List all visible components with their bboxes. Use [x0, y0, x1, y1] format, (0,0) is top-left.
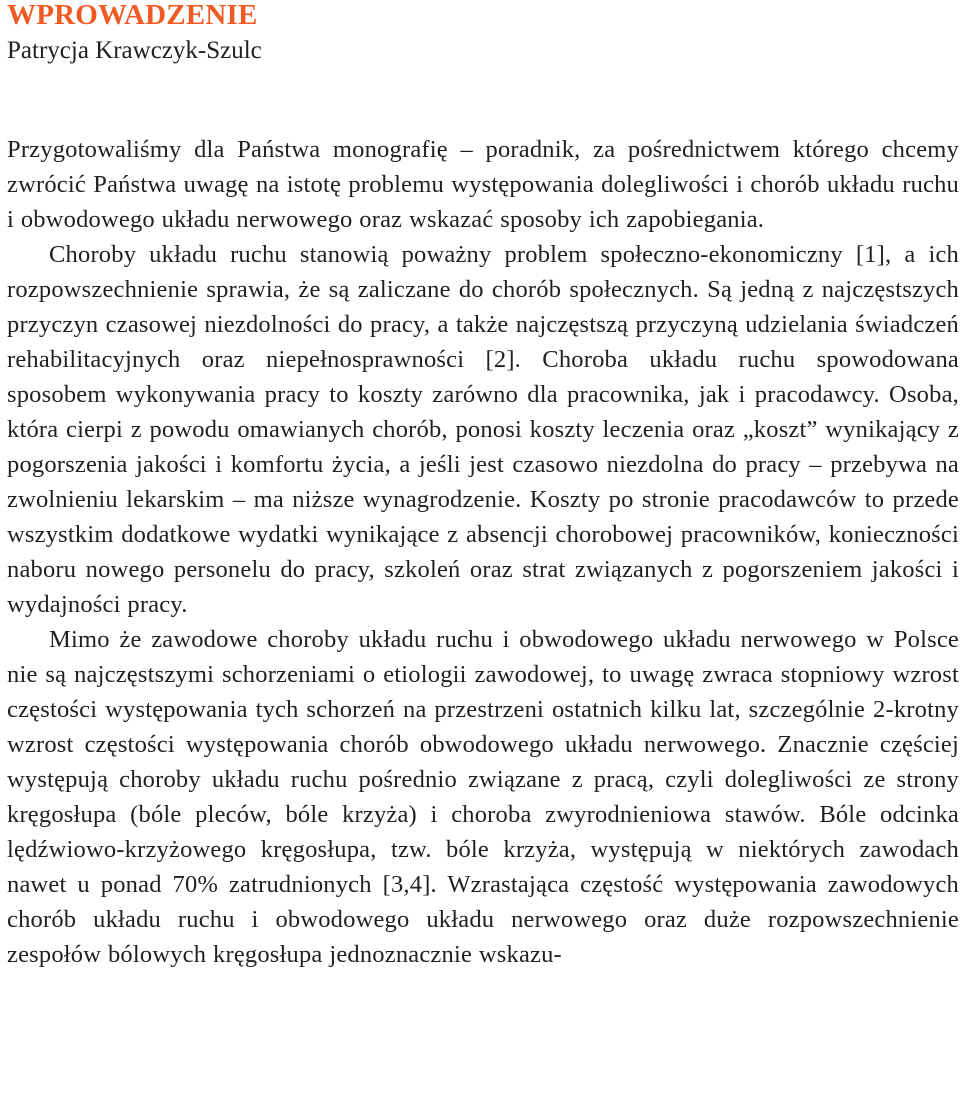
- document-page: [7, 0, 959, 1107]
- paragraph: Mimo że zawodowe choroby układu ruchu i obwodowego układu nerwowego w Polsce nie są najczęstszymi schorzeniami o etiologii zawodowej, to uwagę zwraca stopniowy wzrost częstości występowania tych schorzeń na przestrzeni ostatnich kilku lat, szczególnie 2-krotny wzrost częstości występowania chorób obwodowego układu nerwowego. Znacznie częściej występują choroby układu ruchu pośrednio związane z pracą, czyli dolegliwości ze strony kręgosłupa (bóle pleców, bóle krzyża) i choroba zwyrodnieniowa stawów. Bóle odcinka lędźwiowo-krzyżowego kręgosłupa, tzw. bóle krzyża, występują w niektórych zawodach nawet u ponad 70% zatrudnionych [3,4]. Wzrastająca częstość występowania zawodowych chorób układu ruchu i obwodowego układu nerwowego oraz duże rozpowszechnienie zespołów bólowych kręgosłupa jednoznacznie wskazu-: [7, 626, 959, 968]
- chapter-title: WPROWADZENIE: [7, 0, 258, 31]
- paragraph: Przygotowaliśmy dla Państwa monografię – poradnik, za pośrednictwem którego chcemy zwrócić Państwa uwagę na istotę problemu występowania dolegliwości i chorób układu ruchu i obwodowego układu nerwowego oraz wskazać sposoby ich zapobiegania.: [7, 136, 959, 233]
- author-name: Patrycja Krawczyk-Szulc: [7, 37, 262, 64]
- body-text: [7, 132, 959, 972]
- paragraph: Choroby układu ruchu stanowią poważny problem społeczno-ekonomiczny [1], a ich rozpowszechnienie sprawia, że są zaliczane do chorób społecznych. Są jedną z najczęstszych przyczyn czasowej niezdolności do pracy, a także najczęstszą przyczyną udzielania świadczeń rehabilitacyjnych oraz niepełnosprawności [2]. Choroba układu ruchu spowodowana sposobem wykonywania pracy to koszty zarówno dla pracownika, jak i pracodawcy. Osoba, która cierpi z powodu omawianych chorób, ponosi koszty leczenia oraz „koszt” wynikający z pogorszenia jakości i komfortu życia, a jeśli jest czasowo niezdolna do pracy – przebywa na zwolnieniu lekarskim – ma niższe wynagrodzenie. Koszty po stronie pracodawców to przede wszystkim dodatkowe wydatki wynikające z absencji chorobowej pracowników, konieczności naboru nowego personelu do pracy, szkoleń oraz strat związanych z pogorszeniem jakości i wydajności pracy.: [7, 241, 959, 618]
